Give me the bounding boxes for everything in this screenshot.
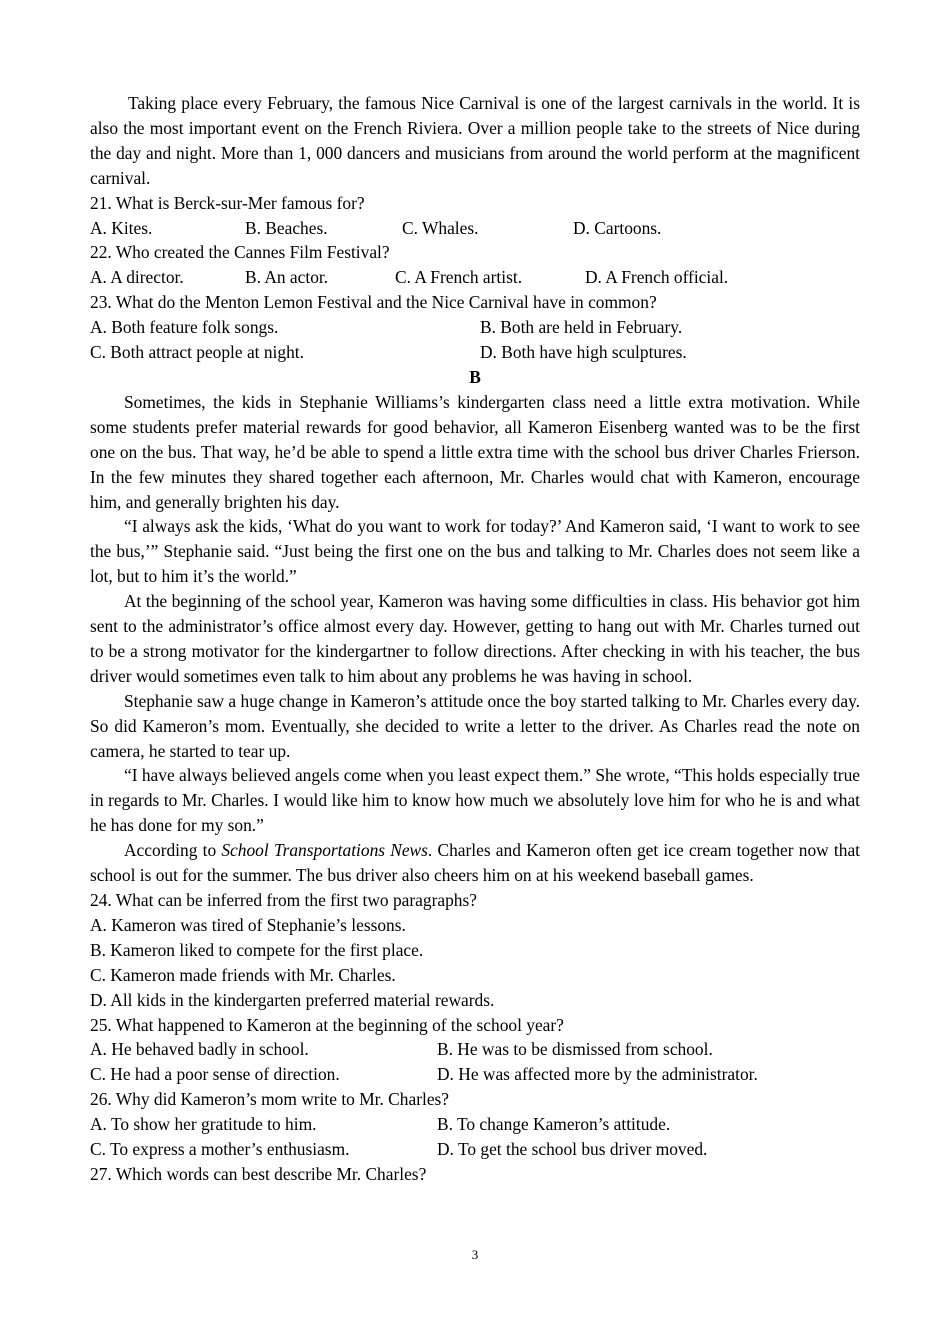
passage-b-paragraph-3: At the beginning of the school year, Kameron was having some difficulties in class. His behavior got him sent to the administrator’s office almost every day. However, getting to hang out with Mr. Charles turned out to be a strong motivator for the kindergartner to follow directions. After checking in with his teacher, the bus driver would sometimes even talk to him about any problems he was having in school. (90, 591, 860, 686)
question-26-options-row2 (90, 1137, 860, 1162)
option-d: D. Both have high sculptures. (480, 342, 687, 363)
option-d: D. All kids in the kindergarten preferred material rewards. (90, 989, 495, 1010)
question-27: 27. Which words can best describe Mr. Charles? (90, 1163, 427, 1184)
passage-b-paragraph-2: “I always ask the kids, ‘What do you want to work for today?’ And Kameron said, ‘I want to work to see the bus,’” Stephanie said. “Just being the first one on the bus and talking to Mr. Charles does not seem like a lot, but to him it’s the world.” (90, 516, 860, 587)
question-24: 24. What can be inferred from the first two paragraphs? (90, 890, 477, 910)
question-21: 21. What is Berck-sur-Mer famous for? (90, 192, 365, 213)
option-c: C. Whales. (402, 217, 479, 238)
option-a: A. Kameron was tired of Stephanie’s lessons. (90, 914, 406, 935)
publication-title: School Transportations News (221, 840, 428, 861)
option-d: D. He was affected more by the administrator. (437, 1064, 758, 1085)
question-26: 26. Why did Kameron’s mom write to Mr. Charles? (90, 1089, 450, 1110)
option-d: D. A French official. (585, 267, 729, 288)
question-25-options-row2 (90, 1062, 860, 1087)
option-a: A. A director. (90, 267, 184, 288)
option-a: A. He behaved badly in school. (90, 1039, 309, 1060)
option-b: B. Beaches. (245, 217, 328, 238)
question-23-options-row1 (90, 315, 860, 340)
passage-b-paragraph-5: “I have always believed angels come when you least expect them.” She wrote, “This holds especially true in regards to Mr. Charles. I would like him to know how much we absolutely love him for who he is and what he has done for my son.” (90, 765, 860, 836)
passage-a-paragraph: Taking place every February, the famous Nice Carnival is one of the largest carnivals in the world. It is also the most important event on the French Riviera. Over a million people take to the streets of Nice during the day and night. More than 1, 000 dancers and musicians from around the world perform at the magnificent carnival. (90, 93, 860, 188)
option-d: D. Cartoons. (573, 217, 662, 238)
question-23: 23. What do the Menton Lemon Festival and the Nice Carnival have in common? (90, 292, 657, 313)
question-22-options (90, 265, 860, 290)
option-b: B. To change Kameron’s attitude. (437, 1114, 671, 1135)
question-23-options-row2 (90, 340, 860, 365)
option-b: B. Kameron liked to compete for the first place. (90, 939, 424, 960)
option-c: C. Both attract people at night. (90, 342, 304, 363)
page-number: 3 (471, 1247, 479, 1262)
option-d: D. To get the school bus driver moved. (437, 1139, 708, 1160)
p6-text: . Charles and Kameron often get ice cream together now that school is out for the summer. The bus driver also cheers him on at his weekend baseball games. (90, 840, 860, 886)
option-c: C. To express a mother’s enthusiasm. (90, 1139, 350, 1160)
option-b: B. He was to be dismissed from school. (437, 1039, 713, 1060)
passage-b-paragraph-4: Stephanie saw a huge change in Kameron’s attitude once the boy started talking to Mr. Charles every day. So did Kameron’s mom. Eventually, she decided to write a letter to the driver. As Charles read the note on camera, he started to tear up. (90, 690, 860, 761)
option-c: C. He had a poor sense of direction. (90, 1064, 340, 1085)
section-b-heading: B (469, 366, 481, 387)
question-25: 25. What happened to Kameron at the beginning of the school year? (90, 1014, 564, 1035)
question-21-options (90, 216, 860, 241)
option-a: A. Kites. (90, 217, 153, 238)
p6-text: According to (124, 840, 222, 861)
option-a: A. Both feature folk songs. (90, 317, 279, 338)
option-b: B. An actor. (245, 267, 329, 288)
option-a: A. To show her gratitude to him. (90, 1114, 317, 1135)
passage-b-paragraph-6 (90, 838, 860, 888)
question-22: 22. Who created the Cannes Film Festival? (90, 242, 390, 263)
passage-b-paragraph-1: Sometimes, the kids in Stephanie Williams’s kindergarten class need a little extra motivation. While some students prefer material rewards for good behavior, all Kameron Eisenberg wanted was to be the first one on the bus. That way, he’d be able to spend a little extra time with the school bus driver Charles Frierson. In the few minutes they shared together each afternoon, Mr. Charles would chat with Kameron, encourage him, and generally brighten his day. (90, 391, 860, 512)
question-26-options-row1 (90, 1112, 860, 1137)
option-c: C. Kameron made friends with Mr. Charles. (90, 964, 396, 985)
option-b: B. Both are held in February. (480, 317, 683, 338)
question-25-options-row1 (90, 1037, 860, 1062)
document-page (90, 91, 860, 1187)
option-c: C. A French artist. (395, 267, 523, 288)
